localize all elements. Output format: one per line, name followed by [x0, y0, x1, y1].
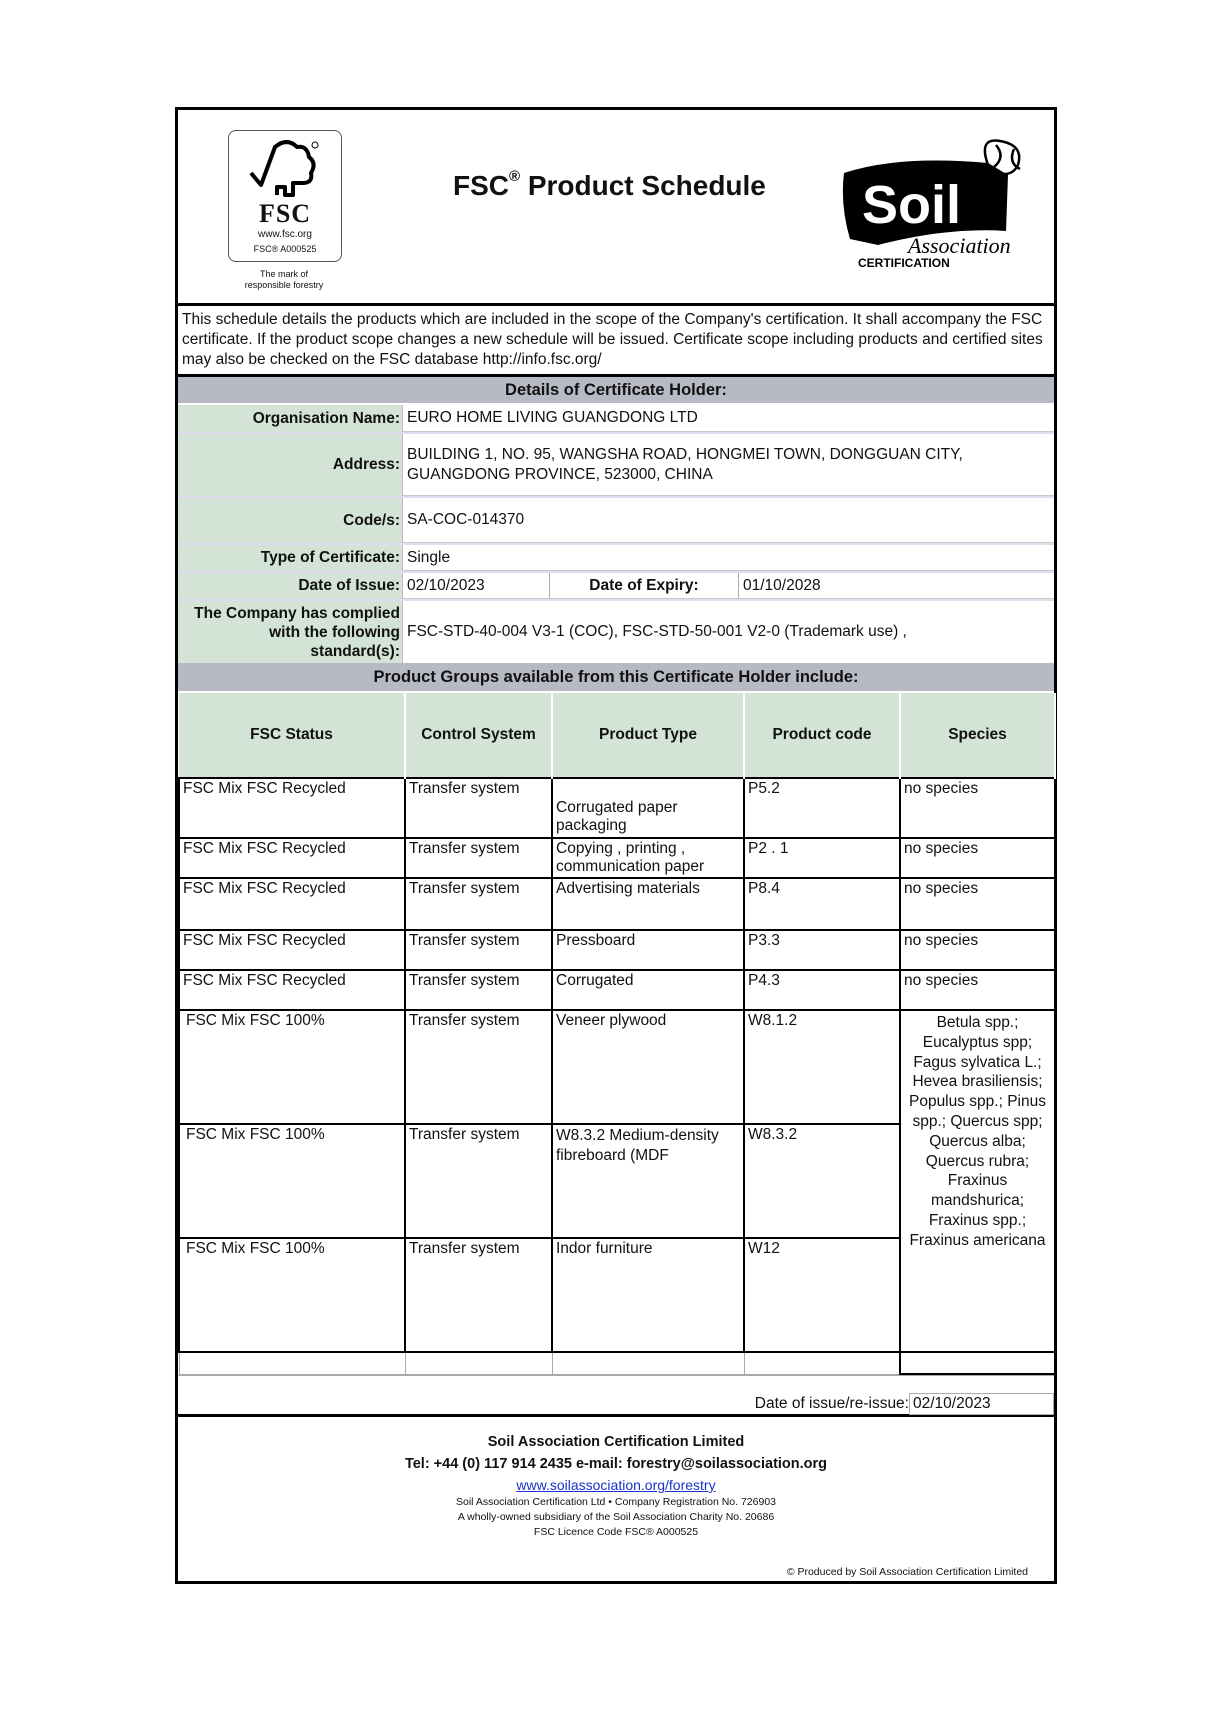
svg-text:Soil: Soil	[862, 175, 962, 235]
table-row: FSC Mix FSC Recycled Transfer system Copying , printing , communication paper P2 . 1 no species	[179, 838, 1055, 878]
col-fsc-status: FSC Status	[179, 693, 405, 778]
shared-species-cell: Betula spp.; Eucalyptus spp; Fagus sylvatica L.; Hevea brasiliensis; Populus spp.; Pinus spp.; Quercus spp; Quercus alba; Quercus rubra; Fraxinus mandshurica; Fraxinus spp.; Fraxinus americana	[900, 1010, 1055, 1352]
org-name-value: EURO HOME LIVING GUANGDONG LTD	[403, 405, 1054, 432]
fsc-product-schedule	[175, 107, 1057, 1584]
svg-text:Association: Association	[908, 233, 1011, 258]
col-control-system: Control System	[405, 693, 552, 778]
standards-label: The Company has complied with the following standard(s):	[178, 601, 403, 663]
footer-registration: Soil Association Certification Ltd • Company Registration No. 726903	[455, 1496, 776, 1508]
col-species: Species	[900, 693, 1055, 778]
footer-produced-by: © Produced by Soil Association Certification Limited	[786, 1566, 1028, 1578]
soil-brush-icon	[838, 135, 1038, 275]
footer-company: Soil Association Certification Limited	[487, 1434, 745, 1450]
expiry-date-value: 01/10/2028	[739, 573, 1054, 599]
empty-table-row	[179, 1352, 1055, 1374]
code-label: Code/s:	[178, 498, 403, 543]
code-row	[178, 498, 1054, 545]
footer-licence: FSC Licence Code FSC® A000525	[533, 1526, 699, 1538]
table-row: FSC Mix FSC Recycled Transfer system Corrugated paper packaging P5.2 no species	[179, 778, 1055, 838]
page-title: FSC® Product Schedule	[453, 167, 766, 201]
reissue-label: Date of issue/re-issue:	[754, 1395, 909, 1412]
intro-text: This schedule details the products which are included in the scope of the Company's certification. It shall accompany the FSC certificate. If the product scope changes a new schedule will be issued. Certificate scope including products and certified sites may also be checked on the FSC database http://info.fsc.org/	[178, 306, 1054, 377]
issue-date-label: Date of Issue:	[178, 573, 403, 599]
table-row: FSC Mix FSC 100% Transfer system W8.3.2 Medium-density fibreboard (MDF W8.3.2	[179, 1124, 1055, 1238]
type-value: Single	[403, 545, 1054, 571]
table-row: FSC Mix FSC Recycled Transfer system Advertising materials P8.4 no species	[179, 878, 1055, 930]
fsc-logo-code: FSC® A000525	[253, 244, 317, 254]
footer	[178, 1417, 1054, 1584]
footer-contact: Tel: +44 (0) 117 914 2435 e-mail: forestry@soilassociation.org	[404, 1456, 828, 1472]
dates-row	[178, 573, 1054, 601]
document-header	[178, 110, 1054, 306]
table-row: FSC Mix FSC 100% Transfer system Indor furniture W12	[179, 1238, 1055, 1352]
table-row: FSC Mix FSC 100% Transfer system Veneer plywood W8.1.2 Betula spp.; Eucalyptus spp; Fagus sylvatica L.; Hevea brasiliensis; Populus spp.; Pinus spp.; Quercus spp; Quercus alba; Quercus rubra; Fraxinus mandshurica; Fraxinus spp.; Fraxinus americana	[179, 1010, 1055, 1124]
fsc-tree-check-icon	[247, 139, 323, 203]
standards-value: FSC-STD-40-004 V3-1 (COC), FSC-STD-50-001 V2-0 (Trademark use) ,	[407, 623, 907, 640]
issue-date-value: 02/10/2023	[403, 573, 550, 599]
type-label: Type of Certificate:	[178, 545, 403, 571]
fsc-wordmark: FSC	[258, 199, 312, 228]
table-header-row	[179, 693, 1055, 778]
expiry-date-label: Date of Expiry:	[550, 573, 739, 599]
footer-subsidiary: A wholly-owned subsidiary of the Soil Association Charity No. 20686	[457, 1511, 775, 1523]
footer-website-link[interactable]: www.soilassociation.org/forestry	[516, 1477, 716, 1493]
holder-section-title: Details of Certificate Holder:	[178, 377, 1054, 405]
fsc-logo-url: www.fsc.org	[258, 229, 312, 240]
table-row: FSC Mix FSC Recycled Transfer system Pressboard P3.3 no species	[179, 930, 1055, 970]
product-groups-table	[178, 693, 1056, 1375]
document-frame	[175, 107, 1057, 1584]
reissue-row	[178, 1375, 1054, 1417]
svg-text:CERTIFICATION: CERTIFICATION	[858, 256, 950, 270]
fsc-tagline: The mark of responsible forestry	[244, 269, 324, 290]
address-row	[178, 434, 1054, 498]
col-product-type: Product Type	[552, 693, 744, 778]
org-name-row	[178, 405, 1054, 434]
reissue-value: 02/10/2023	[909, 1393, 1054, 1415]
standards-row	[178, 601, 1054, 663]
type-row	[178, 545, 1054, 573]
table-row: FSC Mix FSC Recycled Transfer system Corrugated P4.3 no species	[179, 970, 1055, 1010]
address-value: BUILDING 1, NO. 95, WANGSHA ROAD, HONGMEI TOWN, DONGGUAN CITY, GUANGDONG PROVINCE, 523000, CHINA	[403, 434, 1054, 496]
address-label: Address:	[178, 434, 403, 496]
products-section-title: Product Groups available from this Certificate Holder include:	[178, 663, 1054, 693]
col-product-code: Product code	[744, 693, 900, 778]
soil-association-logo	[838, 135, 1038, 275]
org-name-label: Organisation Name:	[178, 405, 403, 432]
code-value: SA-COC-014370	[403, 498, 1054, 543]
fsc-logo	[228, 130, 342, 262]
